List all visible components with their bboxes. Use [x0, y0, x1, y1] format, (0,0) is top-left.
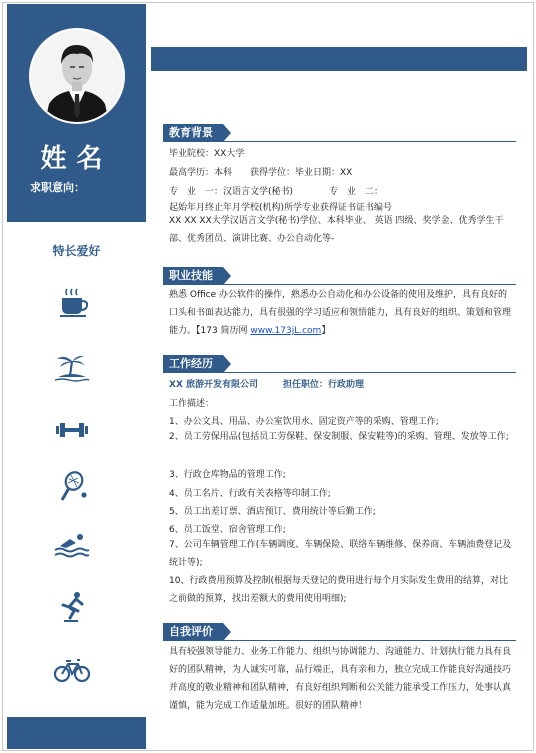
- certificate-header: 起始年月终止年月学校(机构)所学专业获得证书证书编号: [169, 203, 393, 213]
- duty-item: 3、行政仓库物品的管理工作;: [169, 470, 286, 480]
- avatar: [29, 28, 125, 124]
- calendar-icon: [163, 3, 181, 21]
- position: 担任职位：行政助理: [283, 380, 365, 390]
- experience-heading: [160, 355, 516, 373]
- job-intent-label: 求职意向：: [30, 181, 85, 194]
- major-row: 专 业 一：汉语言文学(秘书) 专 业 二：: [169, 187, 384, 197]
- job-description-label: 工作描述：: [169, 399, 215, 409]
- bicycle-icon: [52, 653, 92, 687]
- education-detail: XX XX XX大学汉语言文学(秘书)学位、本科毕业、 英语 四级、奖学金、优秀学生干部、优秀团员、演讲比赛、办公自动化等-: [169, 216, 504, 244]
- duty-item: 2、员工劳保用品(包括员工劳保鞋、保安制服、保安鞋等)的采购、管理、发放等工作;: [169, 432, 509, 442]
- calendar-day: 31: [168, 12, 176, 19]
- skills-body: 熟悉 Office 办公软件的操作，熟悉办公自动化和办公设备的使用及维护，具有良好的口头和书面表达能力，具有很强的学习适应和领悟能力，具有良好的组织、策划和管理能力。【173 简历网: [169, 290, 512, 336]
- experience-title: 工作经历: [163, 355, 223, 373]
- candidate-name: 姓名: [40, 144, 113, 174]
- duty-item: 6、员工饭堂、宿舍管理工作;: [169, 525, 286, 535]
- duty-item: 1、办公文具、用品、办公室饮用水、固定资产等的采购、管理工作;: [169, 417, 439, 427]
- self-eval-divider: [163, 640, 516, 641]
- website-link[interactable]: www.173jL.com: [250, 326, 322, 336]
- coffee-cup-icon: [52, 286, 92, 320]
- duty-item: 5、员工出差订票、酒店预订、费用统计等后勤工作;: [169, 507, 376, 517]
- skills-tail: 】: [321, 326, 331, 336]
- education-heading: [160, 124, 516, 142]
- palm-island-icon: [52, 349, 92, 383]
- company-name: XX 旅游开发有限公司: [169, 380, 259, 390]
- degree-row: 最高学历：本科 获得学位：毕业日期：XX: [169, 168, 353, 178]
- skills-text: [169, 286, 514, 340]
- skills-title: 职业技能: [163, 267, 223, 285]
- portrait-photo: [31, 30, 123, 122]
- self-eval-text: 具有较强领导能力、业务工作能力、组织与协调能力、沟通能力、计划执行能力具有良好的团队精神，为人诚实可靠，品行端正，具有亲和力，独立完成工作能良好沟通技巧并高度的敬业精神和团队精神，有良好组织判断和公关能力能承受工作压力，处事认真谨慎，能为完成工作适量加班。很好的团队精神！: [169, 647, 512, 711]
- duty-item: 10、行政费用预算及控制(根据每天登记的费用进行每个月实际发生费用的结算，对比之前做的预算，找出差额大的费用使用明细);: [169, 576, 508, 604]
- experience-divider: [163, 372, 516, 373]
- skills-divider: [163, 284, 516, 285]
- duty-item: 7、公司车辆管理工作(车辆调度、车辆保险、联络车辆维修、保养商、车辆油费登记及统计等);: [169, 540, 512, 568]
- skills-heading: [160, 267, 516, 285]
- school: 毕业院校：XX大学: [169, 149, 245, 159]
- duty-item: 4、员工名片、行政有关表格等印制工作;: [169, 489, 331, 499]
- self-eval-heading: [160, 623, 516, 641]
- hobbies-title: 特长爱好: [52, 244, 101, 258]
- contact-bar: [151, 47, 527, 71]
- self-eval-title: 自我评价: [163, 623, 223, 641]
- skating-icon: [52, 590, 92, 624]
- dumbbell-icon: [52, 413, 92, 447]
- education-divider: [163, 141, 516, 142]
- phone-icon: [288, 3, 306, 21]
- education-title: 教育背景: [163, 124, 223, 142]
- tennis-racket-icon: [52, 470, 92, 504]
- swimming-icon: [52, 528, 92, 562]
- mail-icon: [413, 3, 431, 21]
